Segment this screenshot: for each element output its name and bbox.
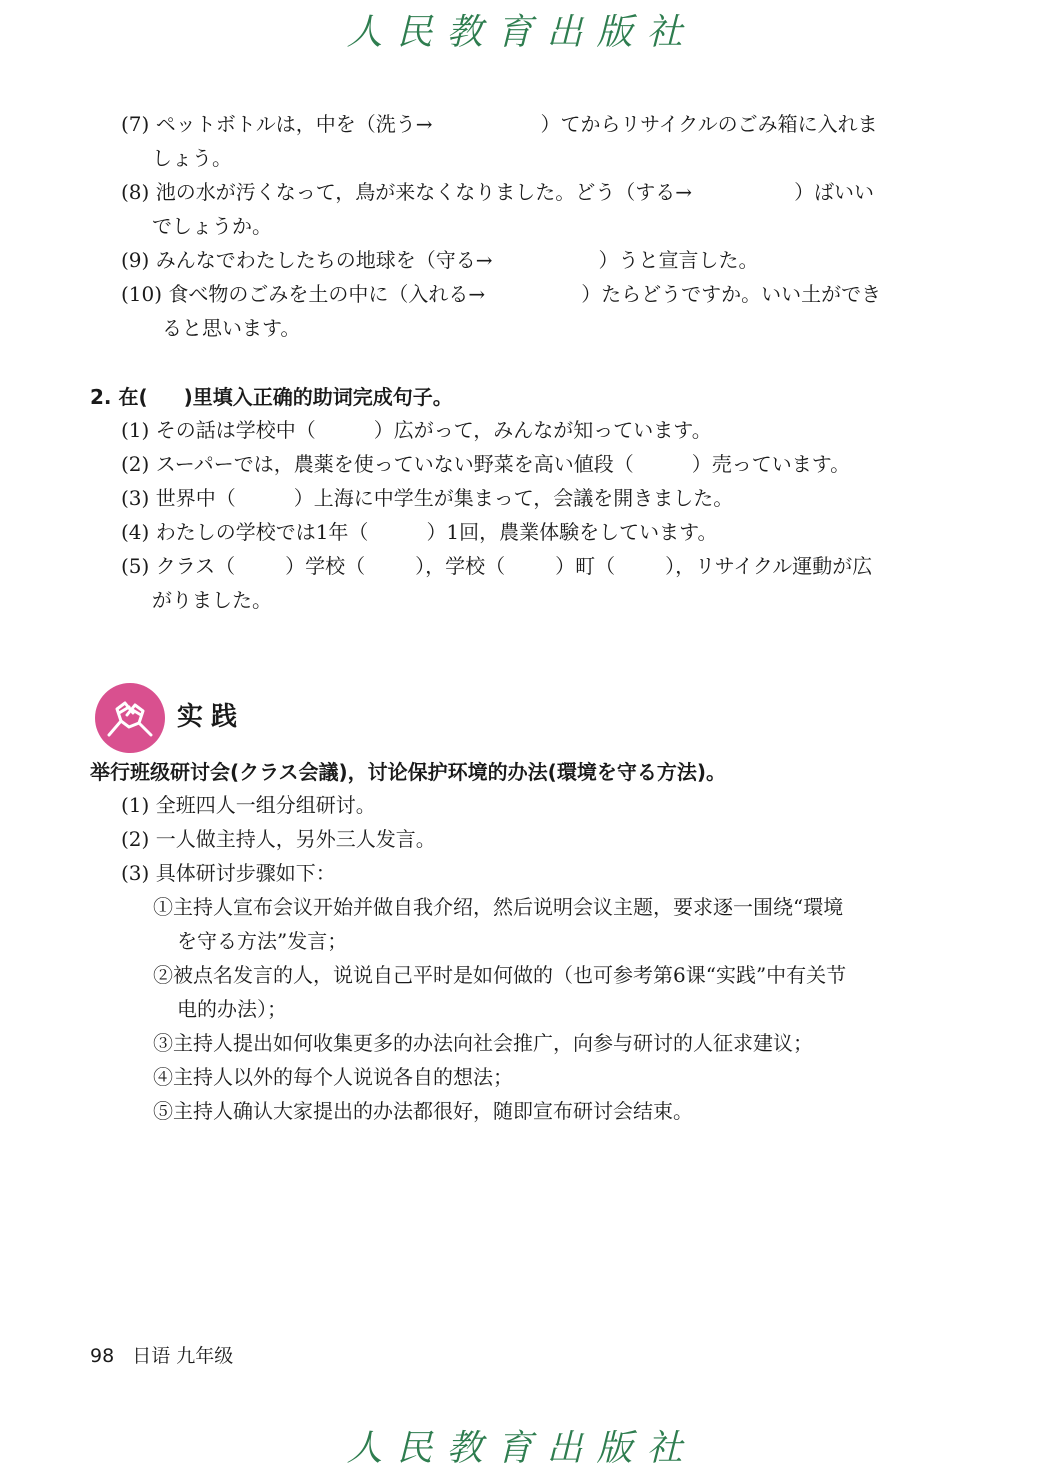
publisher-logo: 人民教育出版社 [346,12,697,53]
exercise1-item-10-cont: ると思います。 [162,316,301,340]
practice-step-2-cont: 电的办法）； [177,997,287,1021]
exercise1-item-8-cont: でしょうか。 [152,214,272,238]
practice-step-1: ①主持人宣布会议开始并做自我介绍，然后说明会议主题，要求逐一围绕“環境 [153,895,844,919]
practice-step-2: ②被点名发言的人，说说自己平时是如何做的（也可参考第6课“实践”中有关节 [153,963,847,987]
practice-item-2: (2) 一人做主持人，另外三人发言。 [121,827,436,851]
publisher-logo-bottom: 人民教育出版社 [346,1428,697,1469]
exercise2-item-3: (3) 世界中（ ）上海に中学生が集まって，会議を開きました。 [121,486,734,510]
practice-item-3: (3) 具体研讨步骤如下： [121,861,336,885]
exercise2-item-5: (5) クラス（ ）学校（ ），学校（ ）町（ ），リサイクル運動が広 [121,554,873,578]
practice-step-5: ⑤主持人确认大家提出的办法都很好，随即宣布研讨会结束。 [153,1099,693,1123]
exercise2-item-4: (4) わたしの学校では1年（ ）1回，農業体験をしています。 [121,520,718,544]
practice-step-4: ④主持人以外的每个人说说各自的想法； [153,1065,513,1089]
exercise2-item-2: (2) スーパーでは，農薬を使っていない野菜を高い値段（ ）売っています。 [121,452,851,476]
practice-intro: 举行班级研讨会(クラス会議)，讨论保护环境的办法(環境を守る方法)。 [90,760,726,784]
handshake-icon [95,683,165,753]
page-footer [90,1343,233,1369]
exercise2-item-1: (1) その話は学校中（ ）広がって，みんなが知っています。 [121,418,712,442]
practice-item-1: (1) 全班四人一组分组研讨。 [121,793,376,817]
book-title: 日语 九年级 [132,1345,234,1367]
exercise1-item-8: (8) 池の水が汚くなって，鳥が来なくなりました。どう（する→ ）ばいい [121,180,875,204]
exercise1-item-7-cont: しょう。 [152,146,232,170]
practice-title: 实践 [177,702,246,732]
exercise1-item-7: (7) ペットボトルは，中を（洗う→ ）てからリサイクルのごみ箱に入れま [121,112,878,136]
page-number: 98 [90,1345,115,1367]
practice-step-1-cont: を守る方法”发言； [177,929,348,953]
exercise1-item-10: (10) 食べ物のごみを土の中に（入れる→ ）たらどうですか。いい土ができ [121,282,882,306]
exercise1-item-9: (9) みんなでわたしたちの地球を（守る→ ）うと宣言した。 [121,248,759,272]
exercise2-instruction: 2. 在( )里填入正确的助词完成句子。 [90,385,453,409]
exercise2-item-5-cont: がりました。 [152,588,272,612]
practice-step-3: ③主持人提出如何收集更多的办法向社会推广，向参与研讨的人征求建议； [153,1031,813,1055]
